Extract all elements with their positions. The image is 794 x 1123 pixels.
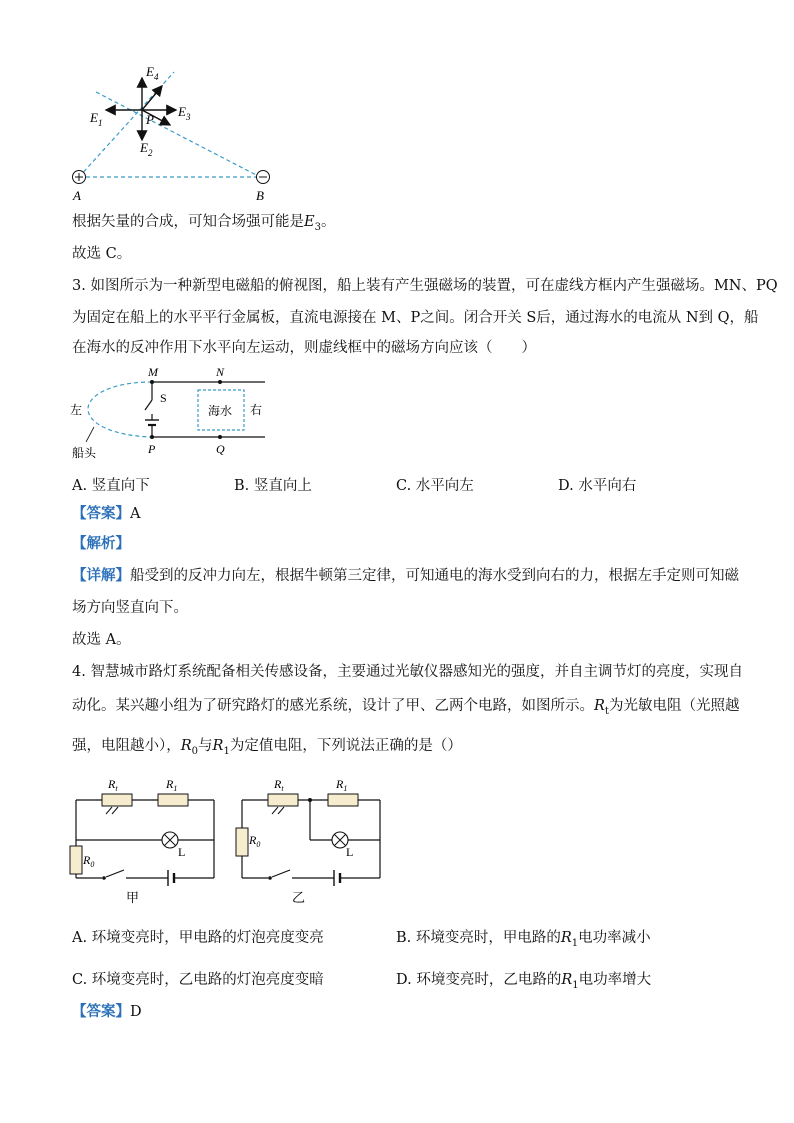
svg-text:E3: $E_3$ xyxy=(178,104,191,122)
svg-text:甲: 甲 xyxy=(126,890,140,904)
q3-stem-line3: 在海水的反冲作用下水平向左运动，则虚线框中的磁场方向应该（ ） xyxy=(72,340,536,356)
svg-text:P: P xyxy=(148,442,156,456)
q4-stem-line3: 强，电阻越小），$R_0$与$R_1$为定值电阻，下列说法正确的是（） xyxy=(72,738,462,757)
svg-text:E2: $E_2$ xyxy=(140,140,153,158)
svg-text:L: L xyxy=(178,845,186,859)
svg-text:Rt: $R_t$ xyxy=(108,777,118,793)
q4-option-b: B. 环境变亮时，甲电路的$R_1$电功率减小 xyxy=(396,930,651,949)
q3-choose: 故选 A。 xyxy=(72,632,131,648)
svg-text:船头: 船头 xyxy=(72,446,97,460)
svg-text:A: A xyxy=(73,188,81,203)
q2-choose: 故选 C。 xyxy=(72,246,132,262)
circuit-yi xyxy=(232,772,392,904)
q4-option-d: D. 环境变亮时，乙电路的$R_1$电功率增大 xyxy=(396,972,652,991)
svg-text:R1: $R_1$ xyxy=(336,777,348,793)
svg-text:R1: $R_1$ xyxy=(166,777,178,793)
q2-conclusion: 根据矢量的合成，可知合场强可能是$E_3$。 xyxy=(72,214,336,233)
svg-text:R0: $R_0$ xyxy=(249,833,261,849)
svg-text:Rt: $R_t$ xyxy=(274,777,284,793)
svg-text:P: P xyxy=(146,112,154,127)
svg-text:L: L xyxy=(346,845,354,859)
field-vector-diagram xyxy=(66,60,286,205)
q3-analysis-tag: 【解析】 xyxy=(72,535,130,552)
svg-text:Q: Q xyxy=(216,442,225,456)
q4-answer: 【答案】D xyxy=(72,1003,142,1020)
svg-text:乙: 乙 xyxy=(292,890,306,904)
label-e4: E xyxy=(146,64,154,79)
q4-stem-line2: 动化。某兴趣小组为了研究路灯的感光系统，设计了甲、乙两个电路，如图所示。$R_t$为光敏电阻（光照越 xyxy=(72,698,740,717)
q3-detail-line1: 【详解】船受到的反冲力向左，根据牛顿第三定律，可知通电的海水受到向右的力，根据左手定则可知磁 xyxy=(72,567,739,584)
svg-text:E1: $E_1$ xyxy=(90,110,103,128)
q3-stem-line1: 3. 如图所示为一种新型电磁船的俯视图，船上装有产生强磁场的装置，可在虚线方框内产生强磁场。MN、PQ xyxy=(72,278,778,294)
q3-option-a: A. 竖直向下 xyxy=(72,478,150,494)
svg-text:右: 右 xyxy=(250,403,263,417)
boat-diagram xyxy=(70,362,280,462)
svg-text:R0: $R_0$ xyxy=(83,853,95,869)
svg-text:M: M xyxy=(148,365,158,379)
q3-answer: 【答案】A xyxy=(72,505,141,522)
q4-option-a: A. 环境变亮时，甲电路的灯泡亮度变亮 xyxy=(72,930,324,946)
q3-detail-line2: 场方向竖直向下。 xyxy=(72,600,188,616)
svg-text:E4: $E_4$ xyxy=(146,64,159,82)
q3-option-b: B. 竖直向上 xyxy=(234,478,312,494)
q3-option-d: D. 水平向右 xyxy=(558,478,637,494)
svg-text:B: B xyxy=(256,188,264,203)
svg-text:海水: 海水 xyxy=(208,404,233,418)
svg-text:N: N xyxy=(216,365,225,379)
q4-option-c: C. 环境变亮时，乙电路的灯泡亮度变暗 xyxy=(72,972,324,988)
q4-stem-line1: 4. 智慧城市路灯系统配备相关传感设备，主要通过光敏仪器感知光的强度，并自主调节灯的亮度，实现自 xyxy=(72,664,743,680)
q3-stem-line2: 为固定在船上的水平平行金属板，直流电源接在 M、P之间。闭合开关 S后，通过海水的电流从 N到 Q，船 xyxy=(72,310,759,326)
svg-text:左: 左 xyxy=(70,403,83,417)
svg-text:S: S xyxy=(160,391,167,405)
circuit-jia xyxy=(66,772,226,904)
q3-option-c: C. 水平向左 xyxy=(396,478,474,494)
